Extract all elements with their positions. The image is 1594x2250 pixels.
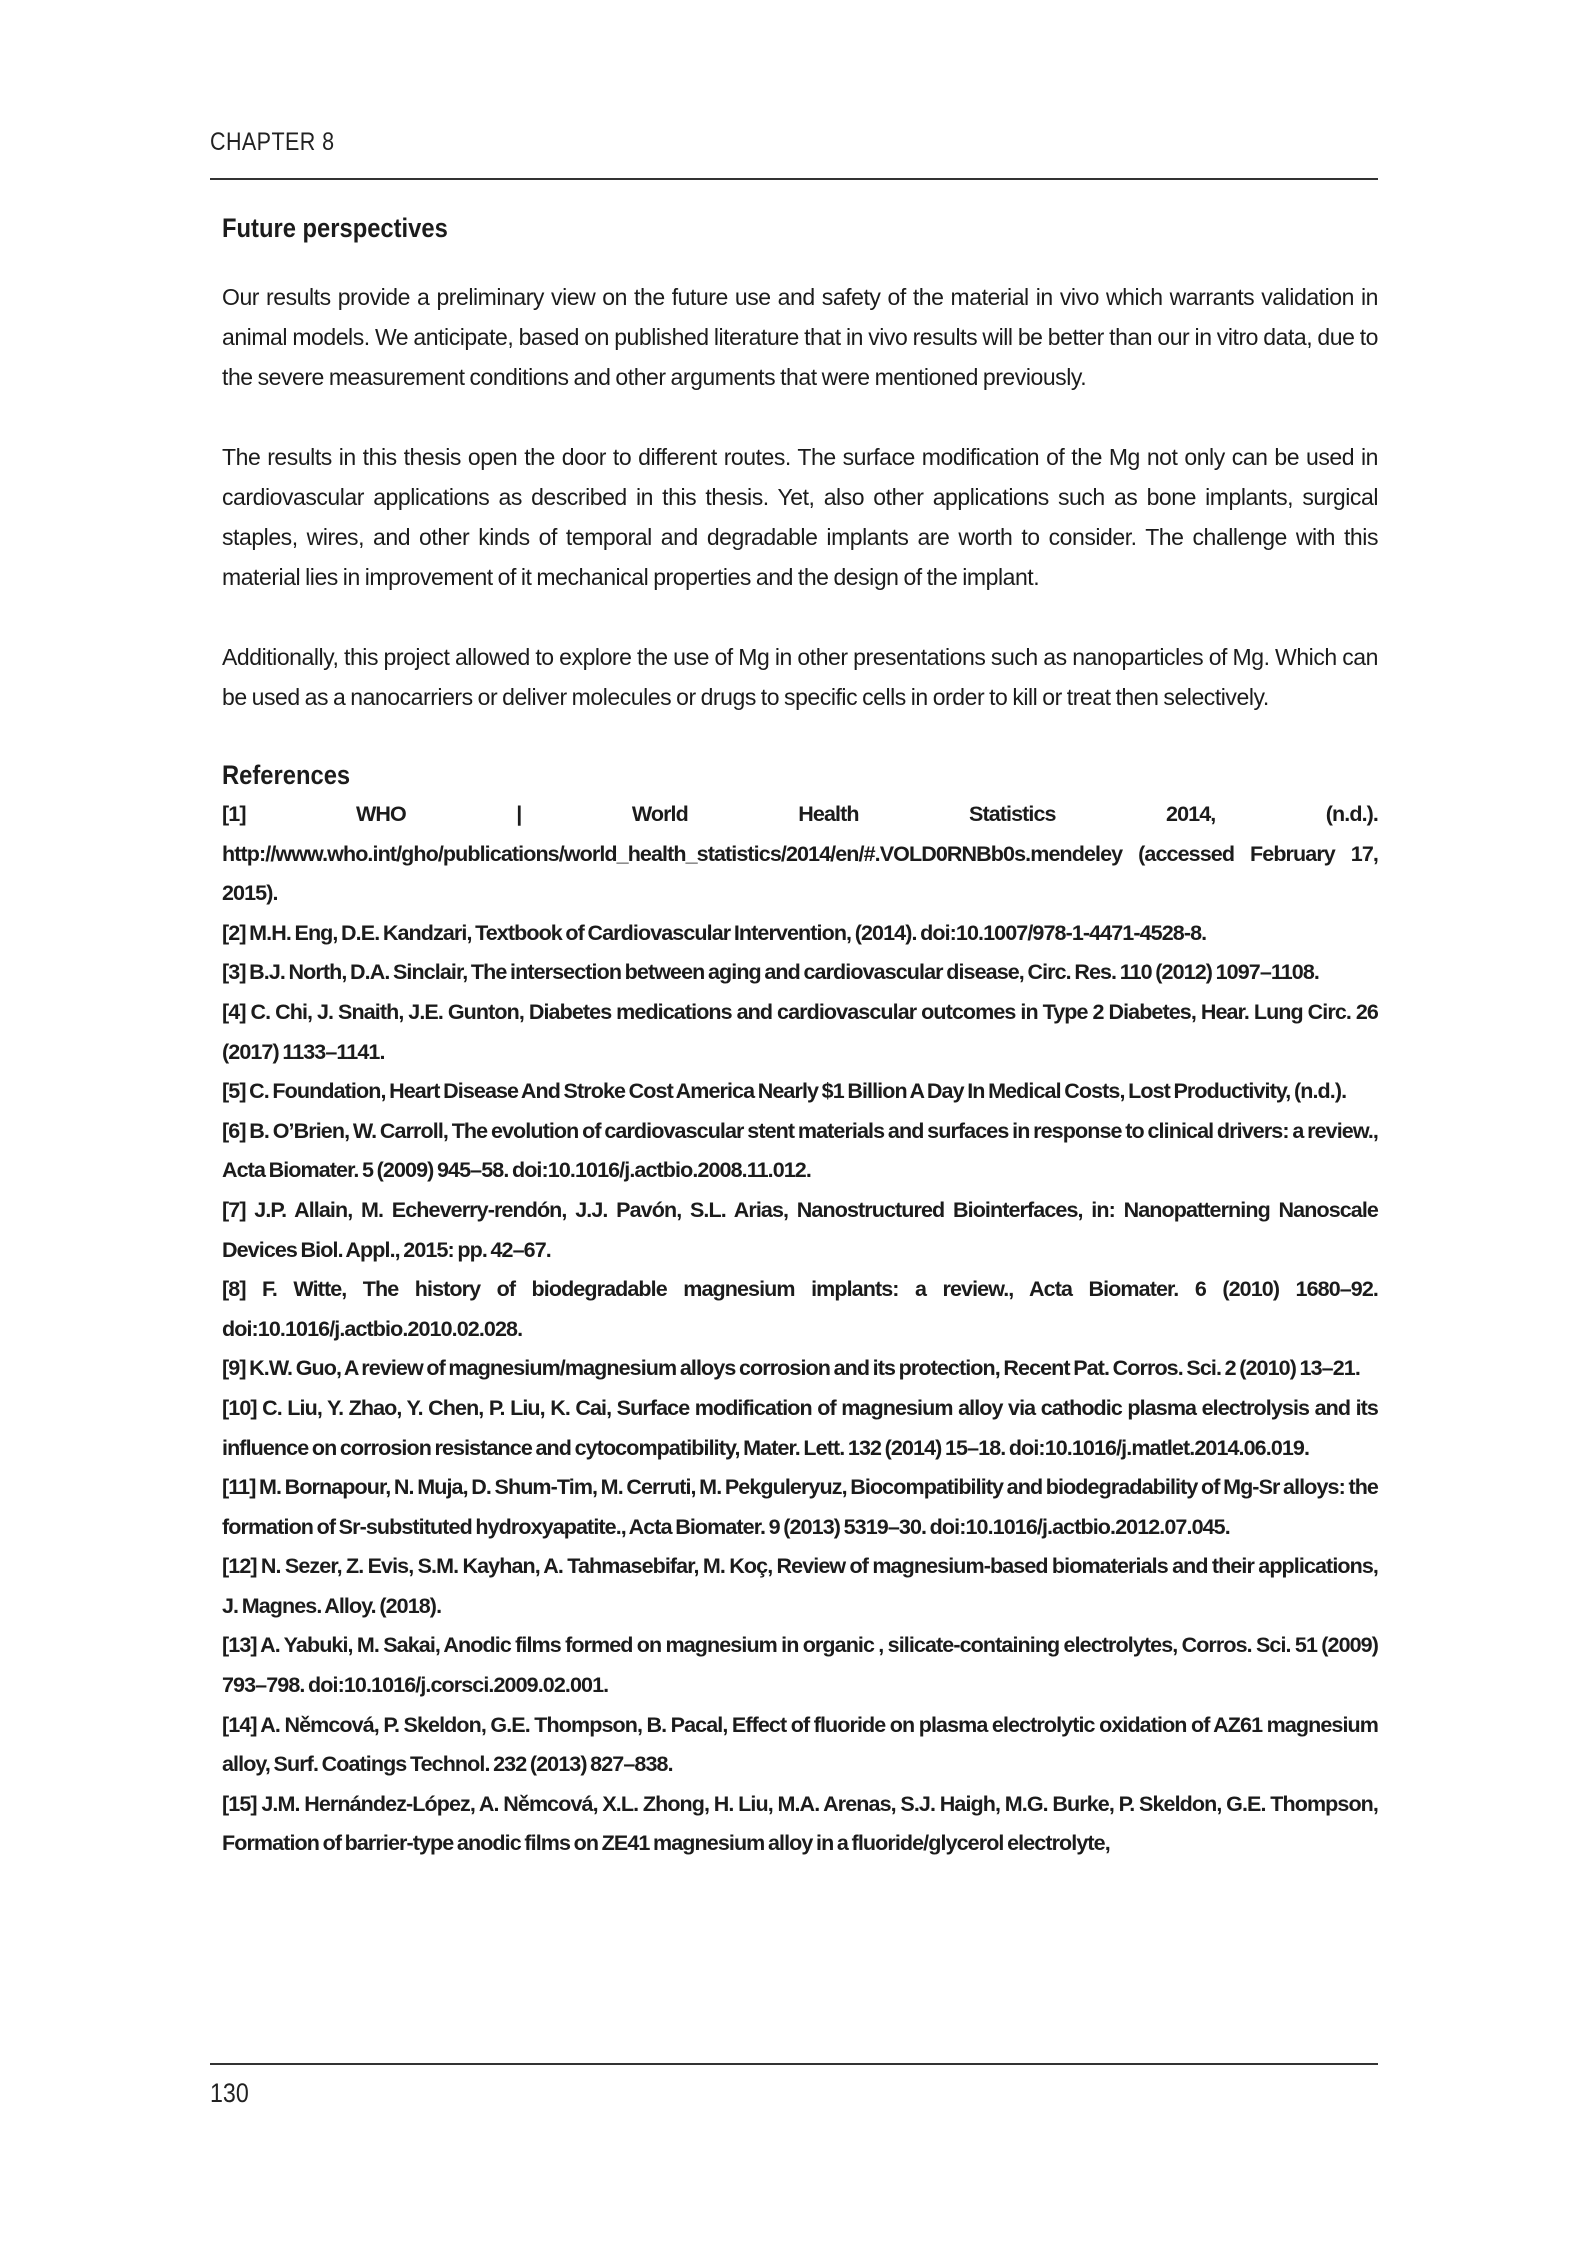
reference-item: [6] B. O’Brien, W. Carroll, The evolution of cardiovascular stent materials and surfaces in response to clinical drivers: a review., Acta Biomater. 5 (2009) 945–58. doi:10.1016/j.actbio.2008.11.012. (222, 1118, 1378, 1183)
reference-item: [15] J.M. Hernández-López, A. Němcová, X.L. Zhong, H. Liu, M.A. Arenas, S.J. Haigh, M.G. Burke, P. Skeldon, G.E. Thompson, Formation of barrier-type anodic films on ZE41 magnesium alloy in a fluoride/glycerol electrolyte, (222, 1791, 1378, 1856)
paragraph: Our results provide a preliminary view on the future use and safety of the material in vivo which warrants validation in animal models. We anticipate, based on published literature that in vivo results will be better than our in vitro data, due to the severe measurement conditions and other arguments that were mentioned previously. (222, 284, 1378, 390)
reference-item: [4] C. Chi, J. Snaith, J.E. Gunton, Diabetes medications and cardiovascular outcomes in Type 2 Diabetes, Hear. Lung Circ. 26 (2017) 1133–1141. (222, 999, 1378, 1064)
reference-item: [5] C. Foundation, Heart Disease And Stroke Cost America Nearly $1 Billion A Day In Medical Costs, Lost Productivity, (n.d.). (222, 1079, 1347, 1104)
chapter-header: CHAPTER 8 (210, 128, 335, 156)
reference-item: [3] B.J. North, D.A. Sinclair, The intersection between aging and cardiovascular disease, Circ. Res. 110 (2012) 1097–1108. (222, 960, 1319, 985)
reference-item: [13] A. Yabuki, M. Sakai, Anodic films formed on magnesium in organic , silicate-containing electrolytes, Corros. Sci. 51 (2009) 793–798. doi:10.1016/j.corsci.2009.02.001. (222, 1633, 1378, 1698)
reference-item: [11] M. Bornapour, N. Muja, D. Shum-Tim, M. Cerruti, M. Pekguleryuz, Biocompatibility and biodegradability of Mg-Sr alloys: the formation of Sr-substituted hydroxyapatite., Acta Biomater. 9 (2013) 5319–30. doi:10.1016/j.actbio.2012.07.045. (222, 1475, 1378, 1539)
footer-rule (210, 2063, 1378, 2065)
paragraph: The results in this thesis open the door to different routes. The surface modification of the Mg not only can be used in cardiovascular applications as described in this thesis. Yet, also other applications such as bone implants, surgical staples, wires, and other kinds of temporal and degradable implants are worth to consider. The challenge with this material lies in improvement of it mechanical properties and the design of the implant. (222, 444, 1378, 590)
page-number: 130 (210, 2078, 249, 2108)
reference-item: [10] C. Liu, Y. Zhao, Y. Chen, P. Liu, K. Cai, Surface modification of magnesium alloy via cathodic plasma electrolysis and its influence on corrosion resistance and cytocompatibility, Mater. Lett. 132 (2014) 15–18. doi:10.1016/j.matlet.2014.06.019. (222, 1395, 1378, 1460)
reference-list (222, 795, 1378, 1864)
section-heading-references: References (222, 760, 351, 790)
section-heading-future-perspectives: Future perspectives (222, 213, 448, 243)
reference-item: [14] A. Němcová, P. Skeldon, G.E. Thompson, B. Pacal, Effect of fluoride on plasma electrolytic oxidation of AZ61 magnesium alloy, Surf. Coatings Technol. 232 (2013) 827–838. (222, 1712, 1378, 1777)
main-content (222, 208, 1378, 1864)
reference-item: [2] M.H. Eng, D.E. Kandzari, Textbook of Cardiovascular Intervention, (2014). doi:10.1007/978-1-4471-4528-8. (222, 920, 1207, 945)
paragraph: Additionally, this project allowed to explore the use of Mg in other presentations such as nanoparticles of Mg. Which can be used as a nanocarriers or deliver molecules or drugs to specific cells in order to kill or treat then selectively. (222, 644, 1378, 710)
reference-item: [12] N. Sezer, Z. Evis, S.M. Kayhan, A. Tahmasebifar, M. Koç, Review of magnesium-based biomaterials and their applications, J. Magnes. Alloy. (2018). (222, 1554, 1378, 1618)
reference-item: [1] WHO | World Health Statistics 2014, (n.d.). http://www.who.int/gho/publications/world_health_statistics/2014/en/#.VOLD0RNBb0s.mendeley (accessed February 17, 2015). (222, 802, 1378, 906)
reference-item: [8] F. Witte, The history of biodegradable magnesium implants: a review., Acta Biomater. 6 (2010) 1680–92. doi:10.1016/j.actbio.2010.02.028. (222, 1277, 1378, 1341)
reference-item: [7] J.P. Allain, M. Echeverry-rendón, J.J. Pavón, S.L. Arias, Nanostructured Biointerfaces, in: Nanopatterning Nanoscale Devices Biol. Appl., 2015: pp. 42–67. (222, 1197, 1378, 1262)
reference-item: [9] K.W. Guo, A review of magnesium/magnesium alloys corrosion and its protection, Recent Pat. Corros. Sci. 2 (2010) 13–21. (222, 1356, 1360, 1381)
